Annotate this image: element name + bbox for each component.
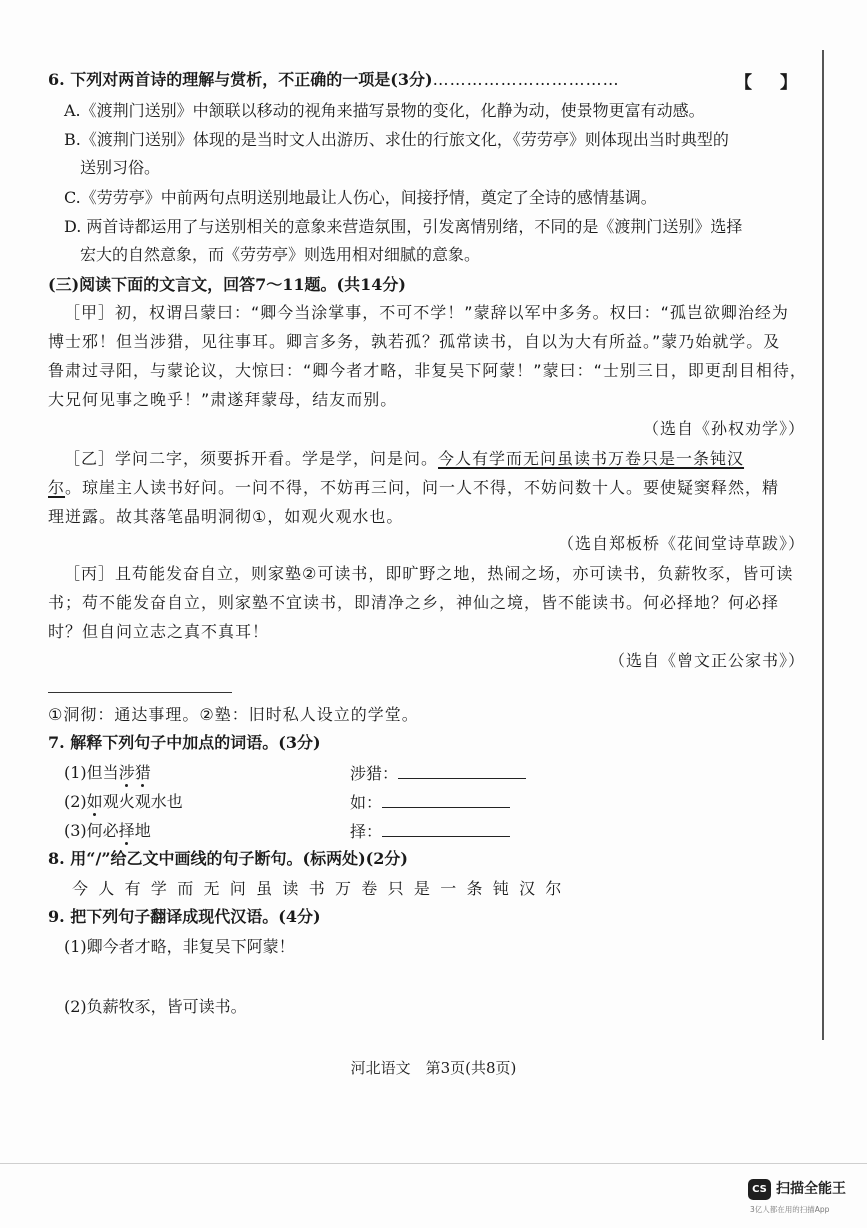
q6-stem [48,69,620,91]
q6-leader: …………………………… [432,70,620,89]
footnote-rule [48,692,232,693]
q9-sentence-1: (1)卿今者才略，非复吴下阿蒙！ [64,937,295,956]
passage-bing-line3: 时？但自问立志之真不真耳！ [48,622,270,641]
q7-answer-3 [350,820,510,843]
footnote: ①洞彻：通达事理。②塾：旧时私人设立的学堂。 [48,705,419,724]
q6-option-a: A.《渡荆门送别》中颔联以移动的视角来描写景物的变化，化静为动，使景物更富有动感。 [64,101,705,120]
underlined-sentence-part1: 今人有学而无问虽读书万卷只是一条钝汉 [438,449,745,468]
q7-term: 涉猎： [350,764,399,783]
answer-bracket-close: 】 [780,73,797,93]
answer-bracket-open: 【 [735,73,752,93]
q7-answer-2 [350,791,510,814]
answer-blank[interactable] [382,791,510,808]
passage-yi-source: （选自郑板桥《花间堂诗草跋》） [557,534,805,553]
dotted-word: 如 [86,792,103,811]
camscanner-logo-tagline: 3亿人都在用的扫描App [750,1205,830,1214]
camscanner-logo-icon: CS [748,1179,771,1200]
q7-item-text: 但当 [86,763,119,782]
answer-blank[interactable] [382,820,510,837]
dotted-word: 猎 [134,763,151,782]
camscanner-logo [748,1176,860,1216]
passage-yi-line1-text: ［乙］学问二字，须要拆开看。学是学，问是问。 [64,449,439,468]
q6-option-d-line1: D. 两首诗都运用了与送别相关的意象来营造氛围，引发离情别绪，不同的是《渡荆门送别》选择 [64,217,743,236]
q7-answer-1 [350,762,526,785]
passage-bing-line2: 书；苟不能发奋自立，则家塾不宜读书，即清净之乡，神仙之境，皆不能读书。何必择地？何必择 [48,593,780,612]
passage-yi-line3: 理迸露。故其落笔晶明洞彻①，如观火观水也。 [48,507,404,526]
q6-stem-text: 6. 下列对两首诗的理解与赏析，不正确的一项是(3分) [48,70,433,89]
passage-yi-line1 [64,448,744,470]
dotted-word: 涉 [118,763,135,782]
q7-item-text: 地 [134,821,151,840]
q7-term: 如： [350,793,383,812]
q6-option-d-line2: 宏大的自然意象，而《劳劳亭》则选用相对细腻的意象。 [80,245,481,264]
q7-item-text: 何必 [86,821,119,840]
q9-sentence-2: (2)负薪牧豕，皆可读书。 [64,997,247,1016]
passage-jia-source: （选自《孙权劝学》） [642,419,805,438]
passage-jia-line1: ［甲］初，权谓吕蒙曰：“卿今当涂掌事，不可不学！”蒙辞以军中多务。权曰：“孤岂欲卿治经为 [64,303,789,322]
q7-item-number: (2) [64,792,87,811]
passage-jia-line2: 博士邪！但当涉猎，见往事耳。卿言多务，孰若孤？孤常读书，自以为大有所益。”蒙乃始就学。及 [48,332,781,351]
q7-item-number: (1) [64,763,87,782]
q8-stem: 8. 用“/”给乙文中画线的句子断句。(标两处)(2分) [48,849,408,868]
q6-option-b-line1: B.《渡荆门送别》体现的是当时文人出游历、求仕的行旅文化，《劳劳亭》则体现出当时典型的 [64,130,729,149]
margin-rule [822,50,824,1040]
passage-bing-source: （选自《曾文正公家书》） [608,651,805,670]
q7-term: 择： [350,822,383,841]
answer-blank[interactable] [398,762,526,779]
q7-item-number: (3) [64,821,87,840]
dotted-word: 择 [118,821,135,840]
q6-option-c: C.《劳劳亭》中前两句点明送别地最让人伤心，间接抒情，奠定了全诗的感情基调。 [64,188,657,207]
q7-item-2 [64,791,183,813]
passage-bing-line1: ［丙］且苟能发奋自立，则家塾②可读书，即旷野之地，热闹之场，亦可读书，负薪牧豕，皆可读 [64,564,794,583]
q7-item-3 [64,820,151,842]
underlined-sentence-part2: 尔 [48,478,66,497]
q9-stem: 9. 把下列句子翻译成现代汉语。(4分) [48,907,321,926]
q7-stem: 7. 解释下列句子中加点的词语。(3分) [48,733,321,752]
q8-sentence[interactable]: 今人有学而无问虽读书万卷只是一条钝汉尔 [72,879,572,898]
scan-divider [0,1163,867,1164]
passage-jia-line3: 鲁肃过寻阳，与蒙论议，大惊曰：“卿今者才略，非复吴下阿蒙！”蒙曰：“士别三日，即更刮目相待， [48,361,807,380]
passage-yi-line2-text: 。琼崖主人读书好问。一问不得，不妨再三问，问一人不得，不妨问数十人。要使疑窦释然，精 [65,478,780,497]
passage-yi-line2 [48,477,779,499]
page-footer: 河北语文 第3页(共8页) [350,1059,517,1077]
q7-item-1 [64,762,151,784]
camscanner-logo-name: 扫描全能王 [776,1181,846,1197]
section-heading: (三)阅读下面的文言文，回答7～11题。(共14分) [48,275,406,294]
q6-option-b-line2: 送别习俗。 [80,158,161,177]
q7-item-text: 观火观水也 [102,792,183,811]
passage-jia-line4: 大兄何见事之晚乎！”肃遂拜蒙母，结友而别。 [48,390,398,409]
